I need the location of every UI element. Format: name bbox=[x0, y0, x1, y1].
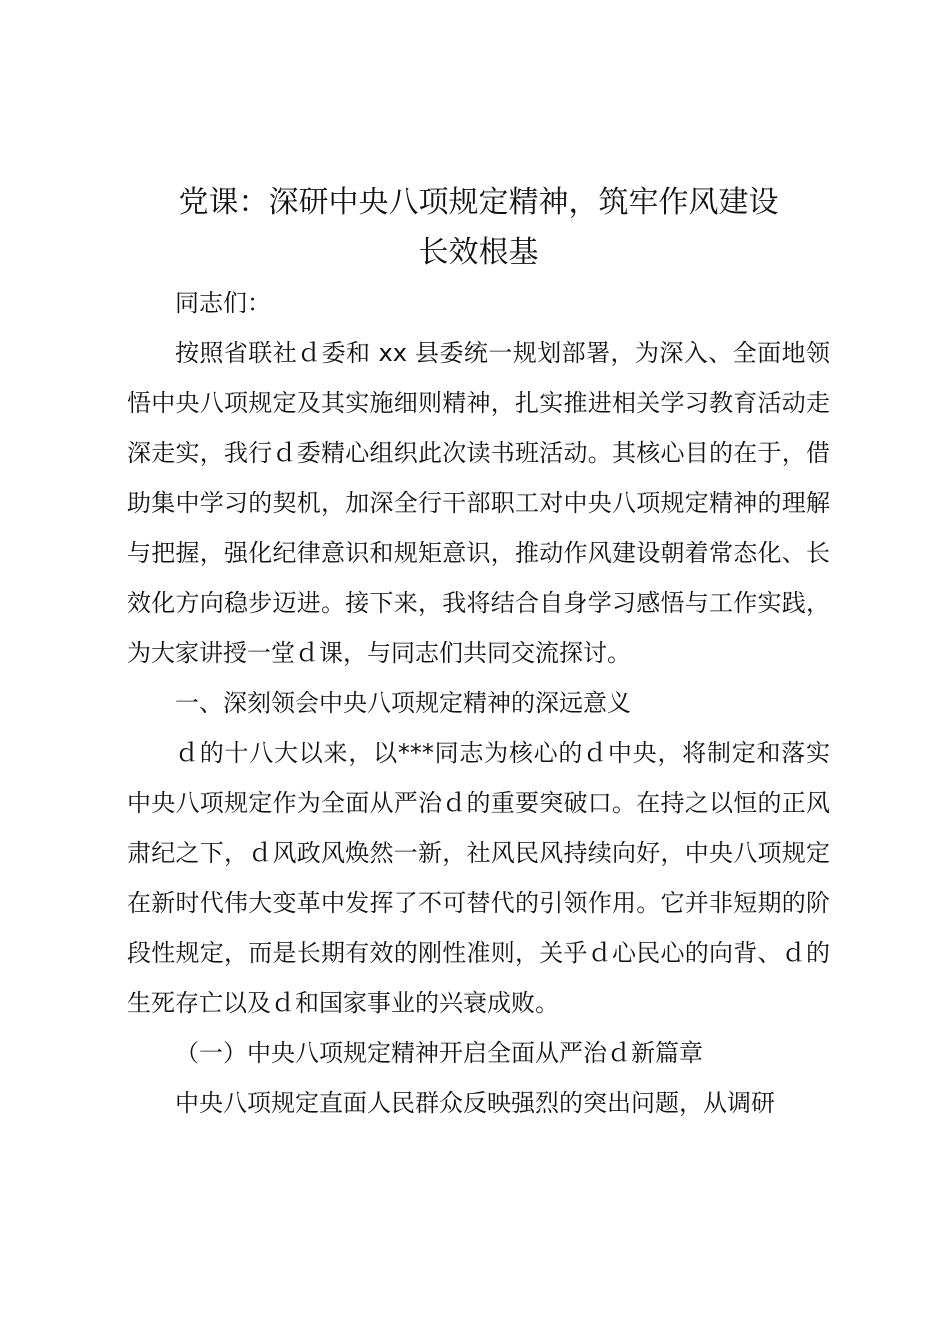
title-line-2: 长效根基 bbox=[418, 235, 539, 270]
title-line-1: 党课：深研中央八项规定精神，筑牢作风建设 bbox=[178, 185, 779, 220]
section-paragraph-1: ｄ的十八大以来，以***同志为核心的ｄ中央，将制定和落实中央八项规定作为全面从严治ｄ的重要突破口。在持之以恒的正风肃纪之下，ｄ风政风焕然一新，社风民风持续向好，中央八项规定在新时代伟大变革中发挥了不可替代的引领作用。它并非短期的阶段性规定，而是长期有效的刚性准则，关乎ｄ心民心的向背、ｄ的生死存亡以及ｄ和国家事业的兴衰成败。 bbox=[127, 739, 830, 1017]
intro-paragraph: 按照省联社ｄ委和 xx 县委统一规划部署，为深入、全面地领悟中央八项规定及其实施细则精神，扎实推进相关学习教育活动走深走实，我行ｄ委精心组织此次读书班活动。其核心目的在于，借助集中学习的契机，加深全行干部职工对中央八项规定精神的理解与把握，强化纪律意识和规矩意识，推动作风建设朝着常态化、长效化方向稳步迈进。接下来，我将结合自身学习感悟与工作实践，为大家讲授一堂ｄ课，与同志们共同交流探讨。 bbox=[127, 339, 830, 667]
subsection-paragraph-1: 中央八项规定直面人民群众反映强烈的突出问题，从调研 bbox=[175, 1089, 775, 1117]
salutation: 同志们： bbox=[175, 289, 271, 317]
section-heading-1: 一、深刻领会中央八项规定精神的深远意义 bbox=[175, 689, 631, 717]
document-body bbox=[127, 178, 830, 1128]
document-title bbox=[127, 178, 830, 278]
subsection-heading-1: （一）中央八项规定精神开启全面从严治ｄ新篇章 bbox=[175, 1039, 703, 1067]
